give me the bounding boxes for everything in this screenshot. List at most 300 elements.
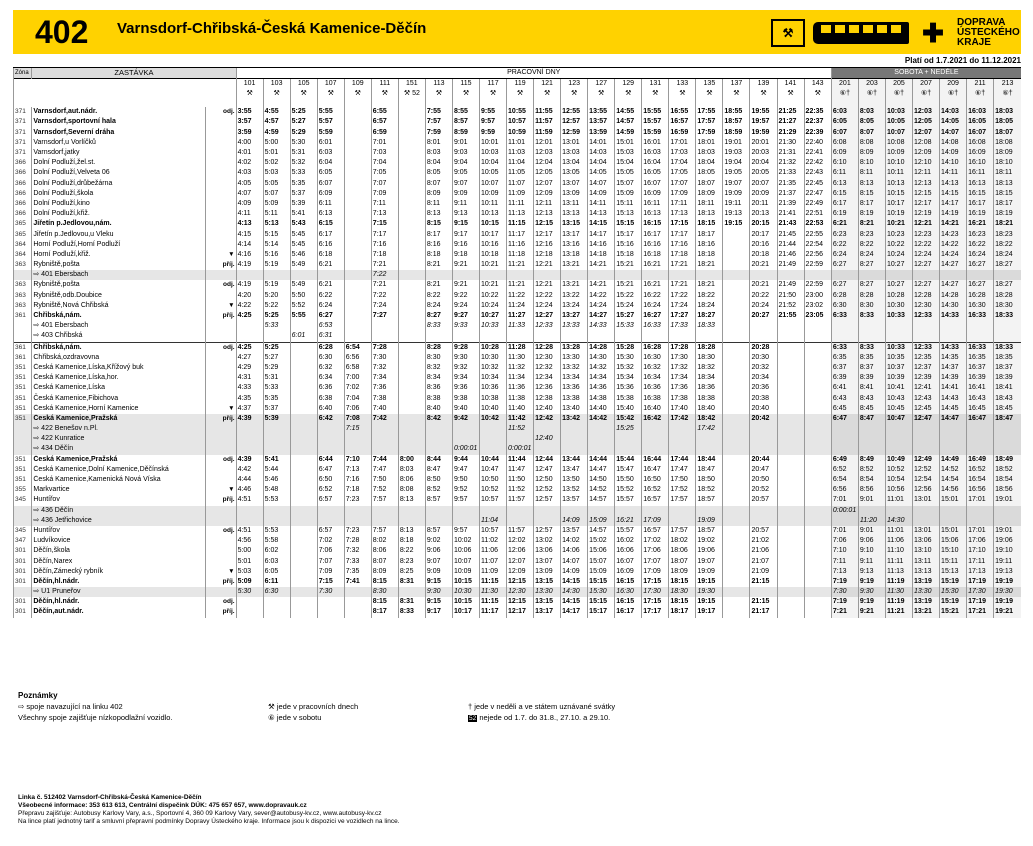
time-cell: 14:21 xyxy=(940,219,967,229)
time-cell: 15:13 xyxy=(940,567,967,577)
time-cell: 21:55 xyxy=(777,311,804,321)
time-cell: 16:11 xyxy=(967,168,994,178)
time-cell xyxy=(263,444,290,454)
time-cell: 9:30 xyxy=(425,587,452,597)
time-cell: 6:11 xyxy=(831,168,858,178)
stop-name: Česká Kamenice,Kamenická Nová Víska xyxy=(32,475,206,485)
time-cell xyxy=(750,587,777,597)
time-cell: 10:39 xyxy=(885,373,912,383)
time-cell: 11:52 xyxy=(507,485,534,495)
time-cell: 6:10 xyxy=(831,158,858,168)
time-cell: 18:15 xyxy=(669,597,696,607)
time-cell: 12:05 xyxy=(913,117,940,127)
zone-header: Zóna xyxy=(14,68,32,79)
time-cell xyxy=(831,444,858,454)
time-cell xyxy=(344,179,371,189)
time-cell: 16:57 xyxy=(669,117,696,127)
time-cell: 13:57 xyxy=(561,495,588,505)
time-cell xyxy=(669,444,696,454)
time-cell xyxy=(723,229,750,239)
time-cell: 14:01 xyxy=(588,138,615,148)
time-cell: 10:27 xyxy=(885,260,912,270)
time-cell xyxy=(858,424,885,434)
time-cell: 5:29 xyxy=(290,128,317,138)
table-row xyxy=(14,209,1022,219)
time-cell: 17:55 xyxy=(696,107,723,117)
time-cell: 11:02 xyxy=(479,536,506,546)
time-cell: 16:57 xyxy=(642,526,669,536)
time-cell: 16:17 xyxy=(615,607,642,617)
time-cell: 7:59 xyxy=(425,128,452,138)
time-cell: 12:33 xyxy=(534,321,561,331)
time-cell: 14:09 xyxy=(561,567,588,577)
time-cell: 5:46 xyxy=(263,475,290,485)
time-cell: 21:39 xyxy=(777,199,804,209)
time-cell: 6:32 xyxy=(317,363,344,373)
time-cell: 8:35 xyxy=(858,353,885,363)
time-cell xyxy=(831,516,858,526)
time-cell xyxy=(344,270,371,280)
time-cell: 12:40 xyxy=(534,434,561,444)
trip-no: 141 xyxy=(784,80,797,88)
time-cell: 22:39 xyxy=(804,128,831,138)
time-cell: 17:01 xyxy=(967,495,994,505)
trip-no: 137 xyxy=(730,80,743,88)
zone-cell: 371 xyxy=(14,148,32,158)
time-cell: 6:28 xyxy=(831,291,858,301)
time-cell: 9:01 xyxy=(858,495,885,505)
time-cell: 15:40 xyxy=(615,404,642,414)
time-cell: 4:51 xyxy=(236,526,263,536)
time-cell: 18:09 xyxy=(994,148,1021,158)
zone-cell: 351 xyxy=(14,363,32,373)
notes-section xyxy=(18,690,768,724)
time-cell xyxy=(804,475,831,485)
time-cell: 11:09 xyxy=(479,567,506,577)
table-row xyxy=(14,270,1022,280)
time-cell: 14:07 xyxy=(940,128,967,138)
time-cell xyxy=(804,607,831,617)
time-cell xyxy=(534,270,561,280)
time-cell: 19:30 xyxy=(994,587,1021,597)
time-cell: 11:15 xyxy=(479,597,506,607)
time-cell: 10:22 xyxy=(479,291,506,301)
time-cell: 19:07 xyxy=(723,179,750,189)
time-cell xyxy=(723,373,750,383)
table-row xyxy=(14,138,1022,148)
time-cell xyxy=(398,516,425,526)
time-cell: 16:33 xyxy=(967,342,994,353)
time-cell: 12:47 xyxy=(913,414,940,424)
arr-dep-label xyxy=(205,209,236,219)
time-cell: 8:03 xyxy=(425,148,452,158)
time-cell: 7:13 xyxy=(344,465,371,475)
time-cell: 7:55 xyxy=(425,107,452,117)
time-cell xyxy=(344,250,371,260)
time-cell: 6:40 xyxy=(317,404,344,414)
time-cell xyxy=(804,577,831,587)
time-cell: 9:19 xyxy=(858,577,885,587)
time-cell: 4:35 xyxy=(236,393,263,403)
time-cell: 15:30 xyxy=(615,353,642,363)
table-row xyxy=(14,475,1022,485)
time-cell: 8:33 xyxy=(398,607,425,617)
time-cell: 16:28 xyxy=(642,342,669,353)
time-cell: 6:09 xyxy=(317,189,344,199)
trip-symbol: ⚒ xyxy=(516,90,524,98)
time-cell: 14:30 xyxy=(940,301,967,311)
time-cell: 15:02 xyxy=(588,536,615,546)
time-cell: 6:11 xyxy=(263,577,290,587)
time-cell xyxy=(371,444,398,454)
time-cell: 7:32 xyxy=(371,363,398,373)
time-cell: 6:13 xyxy=(831,179,858,189)
zone-cell: 345 xyxy=(14,495,32,505)
time-cell: 6:27 xyxy=(831,260,858,270)
time-cell: 12:28 xyxy=(913,291,940,301)
trip-number xyxy=(994,79,1021,108)
time-cell: 17:07 xyxy=(642,556,669,566)
zone-cell: 366 xyxy=(14,158,32,168)
time-cell xyxy=(994,321,1021,331)
time-cell: 18:11 xyxy=(696,199,723,209)
time-cell: 12:33 xyxy=(913,311,940,321)
time-cell xyxy=(804,270,831,280)
time-cell: 9:13 xyxy=(858,567,885,577)
time-cell: 5:20 xyxy=(263,291,290,301)
time-cell: 3:57 xyxy=(236,117,263,127)
time-cell: 10:28 xyxy=(885,291,912,301)
trip-symbol: ⚒ xyxy=(489,90,497,98)
table-row xyxy=(14,179,1022,189)
time-cell: 8:18 xyxy=(398,536,425,546)
time-cell: 22:41 xyxy=(804,148,831,158)
trip-number xyxy=(642,79,669,108)
time-cell: 10:05 xyxy=(885,117,912,127)
time-cell: 12:09 xyxy=(534,189,561,199)
time-cell xyxy=(967,506,994,516)
stop-name: Děčín,škola xyxy=(32,546,206,556)
time-cell: 10:33 xyxy=(479,321,506,331)
time-cell xyxy=(398,270,425,280)
time-cell xyxy=(967,331,994,342)
time-cell xyxy=(642,424,669,434)
time-cell: 22:59 xyxy=(804,260,831,270)
time-cell: 14:15 xyxy=(940,189,967,199)
trip-number xyxy=(263,79,290,108)
time-cell: 18:57 xyxy=(696,526,723,536)
time-cell: 9:32 xyxy=(452,363,479,373)
time-cell: 7:10 xyxy=(344,455,371,465)
stop-name: Varnsdorf,sportovní hala xyxy=(32,117,206,127)
time-cell: 4:55 xyxy=(263,107,290,117)
time-cell: 17:01 xyxy=(967,526,994,536)
time-cell xyxy=(588,424,615,434)
trip-no: 105 xyxy=(297,80,310,88)
time-cell: 6:21 xyxy=(317,260,344,270)
time-cell: 16:30 xyxy=(642,353,669,363)
time-cell: 12:35 xyxy=(913,353,940,363)
time-cell xyxy=(452,506,479,516)
time-cell: 7:21 xyxy=(831,607,858,617)
time-cell: 9:07 xyxy=(452,179,479,189)
time-cell xyxy=(317,597,344,607)
time-cell: 11:05 xyxy=(507,168,534,178)
time-cell: 22:49 xyxy=(804,199,831,209)
time-cell: 7:47 xyxy=(371,465,398,475)
time-cell: 14:13 xyxy=(940,179,967,189)
time-cell: 22:51 xyxy=(804,209,831,219)
time-cell: 14:33 xyxy=(588,321,615,331)
time-cell: 13:01 xyxy=(561,138,588,148)
time-cell: 14:16 xyxy=(588,240,615,250)
time-cell: 17:18 xyxy=(669,250,696,260)
time-cell: 7:23 xyxy=(344,526,371,536)
time-cell xyxy=(804,353,831,363)
stop-name: Markvartice xyxy=(32,485,206,495)
time-cell: 13:01 xyxy=(913,526,940,536)
time-cell: 17:44 xyxy=(669,455,696,465)
time-cell: 8:05 xyxy=(425,168,452,178)
time-cell: 8:17 xyxy=(858,199,885,209)
table-row xyxy=(14,117,1022,127)
time-cell xyxy=(344,321,371,331)
time-cell: 8:15 xyxy=(858,189,885,199)
time-cell: 16:15 xyxy=(642,219,669,229)
time-cell: 11:30 xyxy=(507,353,534,363)
time-cell xyxy=(669,424,696,434)
table-row xyxy=(14,393,1022,403)
time-cell xyxy=(777,424,804,434)
time-cell: 9:04 xyxy=(452,158,479,168)
time-cell: 9:50 xyxy=(452,475,479,485)
time-cell: 14:07 xyxy=(588,179,615,189)
stop-name: Česká Kamenice,Horní Kamenice xyxy=(32,404,206,414)
time-cell: 16:52 xyxy=(967,465,994,475)
time-cell: 14:57 xyxy=(615,117,642,127)
time-cell xyxy=(804,424,831,434)
time-cell xyxy=(777,363,804,373)
time-cell: 15:50 xyxy=(615,475,642,485)
time-cell: 5:01 xyxy=(263,148,290,158)
time-cell: 9:03 xyxy=(452,148,479,158)
time-cell xyxy=(723,587,750,597)
time-cell xyxy=(263,506,290,516)
zone-cell xyxy=(14,587,32,597)
time-cell xyxy=(723,301,750,311)
stop-name: Rybniště,pošta xyxy=(32,280,206,290)
time-cell: 18:39 xyxy=(994,373,1021,383)
time-cell xyxy=(263,607,290,617)
time-cell: 12:13 xyxy=(534,209,561,219)
zone-cell: 351 xyxy=(14,393,32,403)
time-cell xyxy=(317,424,344,434)
zone-cell: 361 xyxy=(14,342,32,353)
time-cell: 12:37 xyxy=(913,363,940,373)
zone-cell: 301 xyxy=(14,556,32,566)
time-cell: 18:18 xyxy=(696,250,723,260)
time-cell: 9:33 xyxy=(452,321,479,331)
time-cell: 7:05 xyxy=(371,168,398,178)
time-cell: 16:55 xyxy=(669,107,696,117)
time-cell xyxy=(804,455,831,465)
time-cell: 10:24 xyxy=(479,301,506,311)
trip-number xyxy=(831,79,858,108)
time-cell: 12:21 xyxy=(913,219,940,229)
time-cell xyxy=(858,321,885,331)
arr-dep-label: příj. xyxy=(205,577,236,587)
time-cell: 15:57 xyxy=(642,117,669,127)
time-cell: 9:15 xyxy=(425,577,452,587)
time-cell: 20:47 xyxy=(750,465,777,475)
time-cell: 14:30 xyxy=(885,516,912,526)
time-cell xyxy=(398,117,425,127)
time-cell: 10:17 xyxy=(452,607,479,617)
time-cell: 12:13 xyxy=(913,179,940,189)
time-cell: 13:10 xyxy=(913,546,940,556)
stop-name: Dolní Podluží,škola xyxy=(32,189,206,199)
time-cell: 5:03 xyxy=(236,567,263,577)
stop-name: Jiřetín p.Jedlovou,u Vleku xyxy=(32,229,206,239)
zone-cell: 351 xyxy=(14,414,32,424)
time-cell: 4:44 xyxy=(236,475,263,485)
time-cell: 18:21 xyxy=(994,219,1021,229)
notes-title: Poznámky xyxy=(18,691,58,700)
time-cell: 10:40 xyxy=(479,404,506,414)
timetable xyxy=(13,67,1021,618)
time-cell xyxy=(967,444,994,454)
time-cell xyxy=(723,546,750,556)
table-row xyxy=(14,455,1022,465)
time-cell: 6:53 xyxy=(317,321,344,331)
arr-dep-label: příj. xyxy=(205,260,236,270)
time-cell: 6:28 xyxy=(317,342,344,353)
time-cell: 7:34 xyxy=(371,373,398,383)
time-cell: 9:11 xyxy=(858,556,885,566)
time-cell: 19:09 xyxy=(696,567,723,577)
zone-cell: 366 xyxy=(14,209,32,219)
time-cell: 9:57 xyxy=(452,526,479,536)
time-cell: 19:02 xyxy=(696,536,723,546)
time-cell xyxy=(290,506,317,516)
trip-number xyxy=(669,79,696,108)
time-cell: 15:06 xyxy=(940,536,967,546)
time-cell xyxy=(425,424,452,434)
time-cell xyxy=(967,434,994,444)
time-cell xyxy=(642,444,669,454)
time-cell: 20:38 xyxy=(750,393,777,403)
time-cell xyxy=(777,495,804,505)
time-cell: 11:18 xyxy=(507,250,534,260)
time-cell: 13:17 xyxy=(561,229,588,239)
time-cell: 8:23 xyxy=(398,556,425,566)
time-cell xyxy=(398,148,425,158)
time-cell xyxy=(615,506,642,516)
time-cell xyxy=(398,189,425,199)
trip-symbol: ⚒ xyxy=(300,90,307,98)
time-cell: 12:57 xyxy=(534,495,561,505)
time-cell: 14:43 xyxy=(940,393,967,403)
time-cell: 4:59 xyxy=(263,128,290,138)
time-cell: 18:30 xyxy=(669,587,696,597)
time-cell: 8:41 xyxy=(858,383,885,393)
time-cell: 9:13 xyxy=(452,209,479,219)
time-cell xyxy=(398,331,425,342)
time-cell: 16:59 xyxy=(669,128,696,138)
time-cell: 5:05 xyxy=(263,179,290,189)
stop-name: ⇨ 422 Kunratice xyxy=(32,434,206,444)
time-cell: 22:53 xyxy=(804,219,831,229)
time-cell: 20:01 xyxy=(750,138,777,148)
time-cell: 17:22 xyxy=(669,291,696,301)
arr-dep-label: příj. xyxy=(205,607,236,617)
time-cell: 18:08 xyxy=(994,138,1021,148)
time-cell: 19:13 xyxy=(723,209,750,219)
time-cell: 12:11 xyxy=(913,168,940,178)
trip-symbol: ⚒ xyxy=(679,90,686,98)
time-cell: 6:30 xyxy=(263,587,290,597)
time-cell: 17:17 xyxy=(669,229,696,239)
time-cell: 4:19 xyxy=(236,260,263,270)
time-cell xyxy=(615,444,642,454)
arr-dep-label xyxy=(205,219,236,229)
time-cell: 8:03 xyxy=(858,107,885,117)
arr-dep-label xyxy=(205,516,236,526)
time-cell: 13:19 xyxy=(913,577,940,587)
time-cell xyxy=(967,424,994,434)
time-cell xyxy=(290,536,317,546)
time-cell xyxy=(723,240,750,250)
time-cell xyxy=(777,597,804,607)
time-cell xyxy=(940,434,967,444)
time-cell: 14:39 xyxy=(940,373,967,383)
time-cell: 15:25 xyxy=(615,424,642,434)
time-cell: 11:21 xyxy=(507,280,534,290)
time-cell xyxy=(588,331,615,342)
time-cell xyxy=(344,291,371,301)
arr-dep-label: příj. xyxy=(205,311,236,321)
time-cell xyxy=(344,138,371,148)
time-cell: 6:03 xyxy=(317,148,344,158)
time-cell xyxy=(290,434,317,444)
time-cell: 13:34 xyxy=(561,373,588,383)
time-cell xyxy=(885,331,912,342)
time-cell: 15:01 xyxy=(940,526,967,536)
time-cell xyxy=(777,536,804,546)
time-cell xyxy=(696,270,723,280)
time-cell: 5:27 xyxy=(290,117,317,127)
trip-symbol: ⚒ 52 xyxy=(403,90,420,98)
time-cell: 10:09 xyxy=(452,567,479,577)
time-cell xyxy=(777,546,804,556)
time-cell: 8:02 xyxy=(371,536,398,546)
time-cell: 15:06 xyxy=(588,546,615,556)
time-cell: 13:09 xyxy=(561,189,588,199)
time-cell: 15:11 xyxy=(615,199,642,209)
table-row xyxy=(14,311,1022,321)
time-cell: 5:22 xyxy=(263,301,290,311)
time-cell xyxy=(723,506,750,516)
time-cell: 13:02 xyxy=(534,536,561,546)
time-cell: 12:15 xyxy=(507,597,534,607)
time-cell xyxy=(831,331,858,342)
time-cell: 16:15 xyxy=(615,577,642,587)
time-cell: 11:06 xyxy=(479,546,506,556)
time-cell: 13:07 xyxy=(534,556,561,566)
trip-no: 109 xyxy=(351,80,364,88)
time-cell: 12:44 xyxy=(534,455,561,465)
time-cell: 16:42 xyxy=(642,414,669,424)
